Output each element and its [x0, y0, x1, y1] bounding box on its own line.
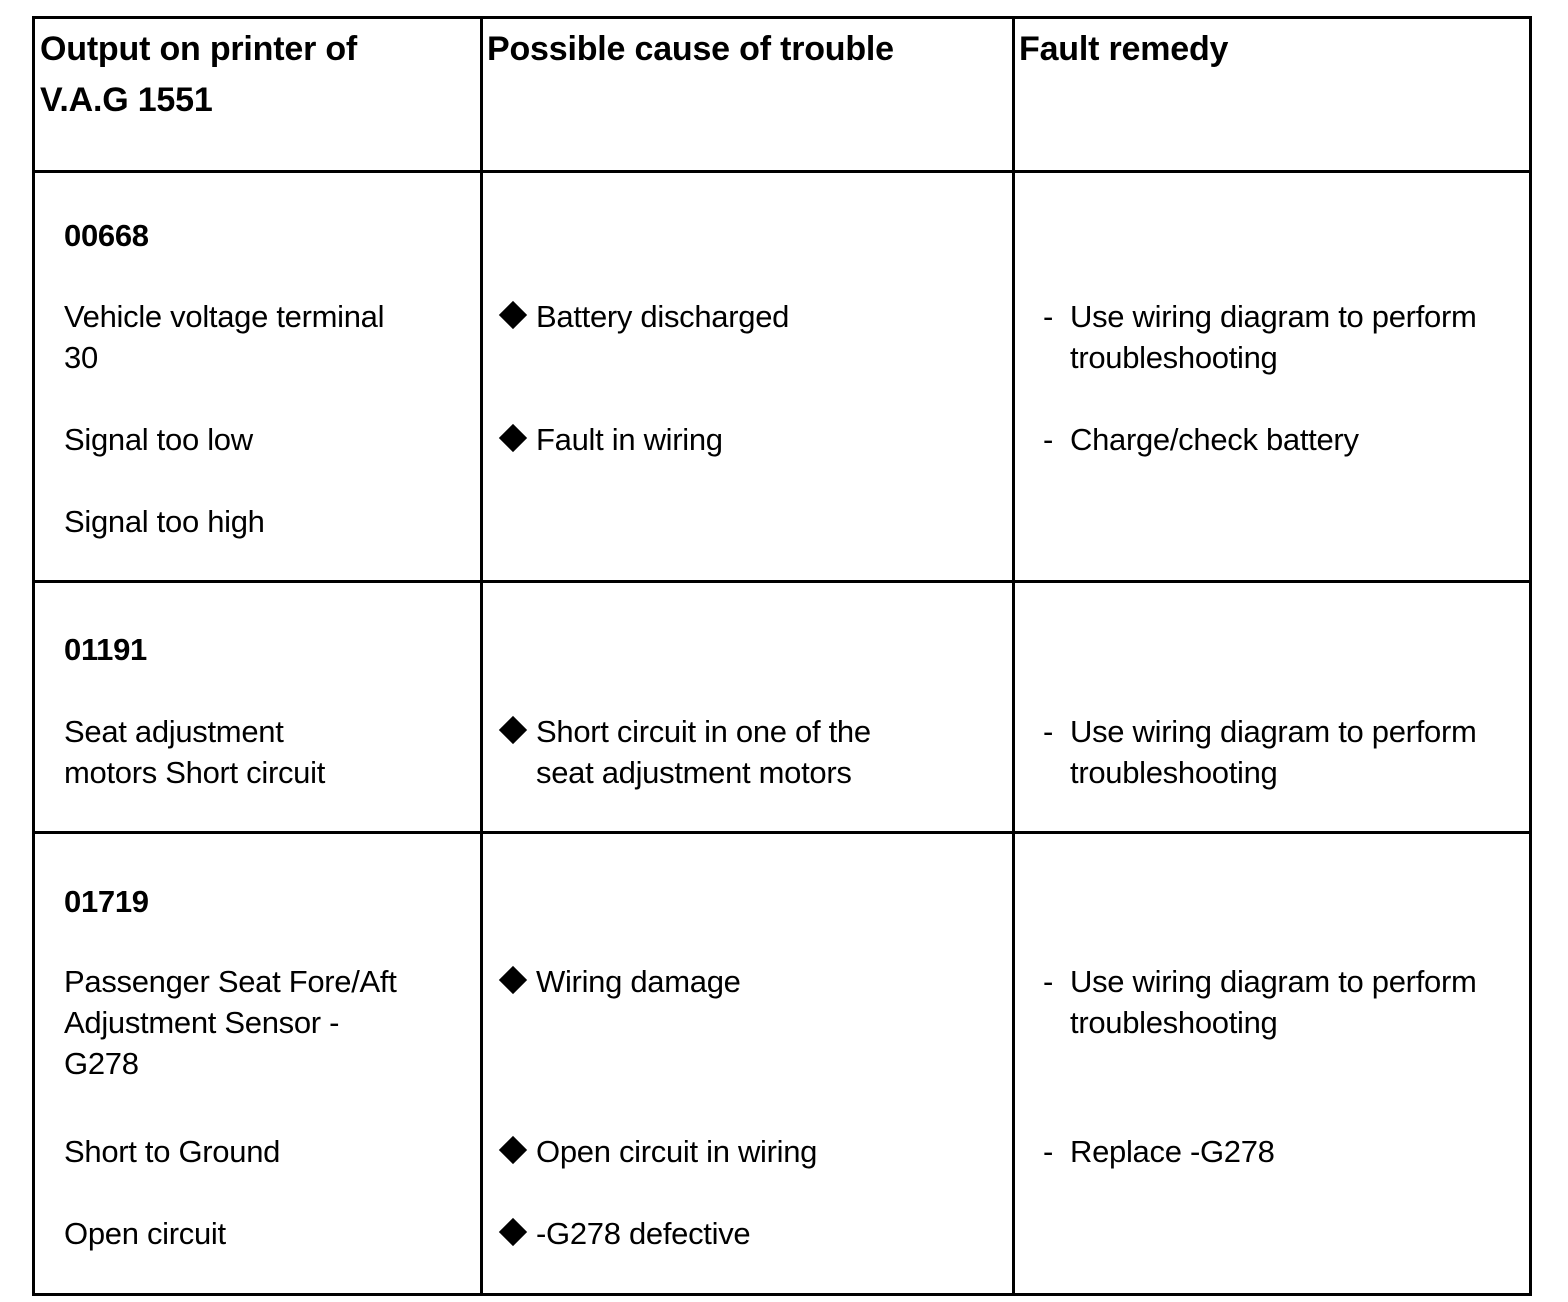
dash-bullet: - [1043, 1134, 1054, 1169]
output-line: 30 [64, 340, 98, 375]
output-line: Seat adjustment [64, 714, 284, 749]
cause-line: seat adjustment motors [536, 755, 852, 790]
remedy-item [1043, 711, 1477, 793]
cause-item [498, 419, 723, 460]
diamond-bullet-icon [499, 1218, 527, 1246]
diamond-bullet-icon [499, 966, 527, 994]
remedy-line: Use wiring diagram to perform [1070, 714, 1477, 749]
cause-line: Short circuit in one of the [536, 714, 871, 749]
remedy-line: troubleshooting [1070, 1005, 1278, 1040]
row-divider [35, 831, 1529, 834]
cause-line: -G278 defective [536, 1216, 751, 1251]
output-text [64, 961, 397, 1084]
output-line: Short to Ground [64, 1134, 281, 1169]
row-divider [35, 580, 1529, 583]
diamond-bullet-icon [499, 301, 527, 329]
header-output-line1: Output on printer of [40, 30, 358, 68]
output-text [64, 296, 384, 378]
row-divider [35, 170, 1529, 173]
remedy-line: troubleshooting [1070, 340, 1278, 375]
dash-bullet: - [1043, 299, 1054, 334]
header-remedy: Fault remedy [1019, 30, 1229, 68]
output-line: Open circuit [64, 1216, 226, 1251]
output-text [64, 711, 325, 793]
remedy-line: Use wiring diagram to perform [1070, 964, 1477, 999]
fault-code: 00668 [64, 218, 149, 253]
remedy-item [1043, 296, 1477, 378]
remedy-line: Use wiring diagram to perform [1070, 299, 1477, 334]
fault-table [32, 16, 1532, 1296]
header-cause: Possible cause of trouble [487, 30, 894, 68]
output-line: Signal too high [64, 504, 265, 539]
remedy-item [1043, 419, 1359, 460]
remedy-item [1043, 961, 1477, 1043]
dash-bullet: - [1043, 964, 1054, 999]
cause-line: Wiring damage [536, 964, 741, 999]
output-line: Vehicle voltage terminal [64, 299, 385, 334]
remedy-line: Charge/check battery [1070, 422, 1359, 457]
header-output-line2: V.A.G 1551 [40, 81, 213, 119]
fault-code: 01191 [64, 632, 147, 667]
dash-bullet: - [1043, 422, 1054, 457]
remedy-line: Replace -G278 [1070, 1134, 1275, 1169]
cause-line: Open circuit in wiring [536, 1134, 818, 1169]
output-line: Adjustment Sensor - [64, 1005, 340, 1040]
column-divider [1012, 19, 1015, 1293]
fault-code: 01719 [64, 884, 149, 919]
cause-item [498, 296, 789, 337]
cause-line: Fault in wiring [536, 422, 723, 457]
cause-item [498, 1213, 750, 1254]
dash-bullet: - [1043, 714, 1054, 749]
output-line: motors Short circuit [64, 755, 326, 790]
cause-item [498, 1131, 817, 1172]
diamond-bullet-icon [499, 1136, 527, 1164]
cause-item [498, 711, 871, 793]
remedy-item [1043, 1131, 1275, 1172]
output-line: Signal too low [64, 422, 253, 457]
diamond-bullet-icon [499, 424, 527, 452]
cause-line: Battery discharged [536, 299, 790, 334]
cause-item [498, 961, 741, 1002]
output-line: Passenger Seat Fore/Aft [64, 964, 397, 999]
remedy-line: troubleshooting [1070, 755, 1278, 790]
diamond-bullet-icon [499, 716, 527, 744]
column-divider [480, 19, 483, 1293]
output-line: G278 [64, 1046, 139, 1081]
header-output [40, 24, 357, 126]
